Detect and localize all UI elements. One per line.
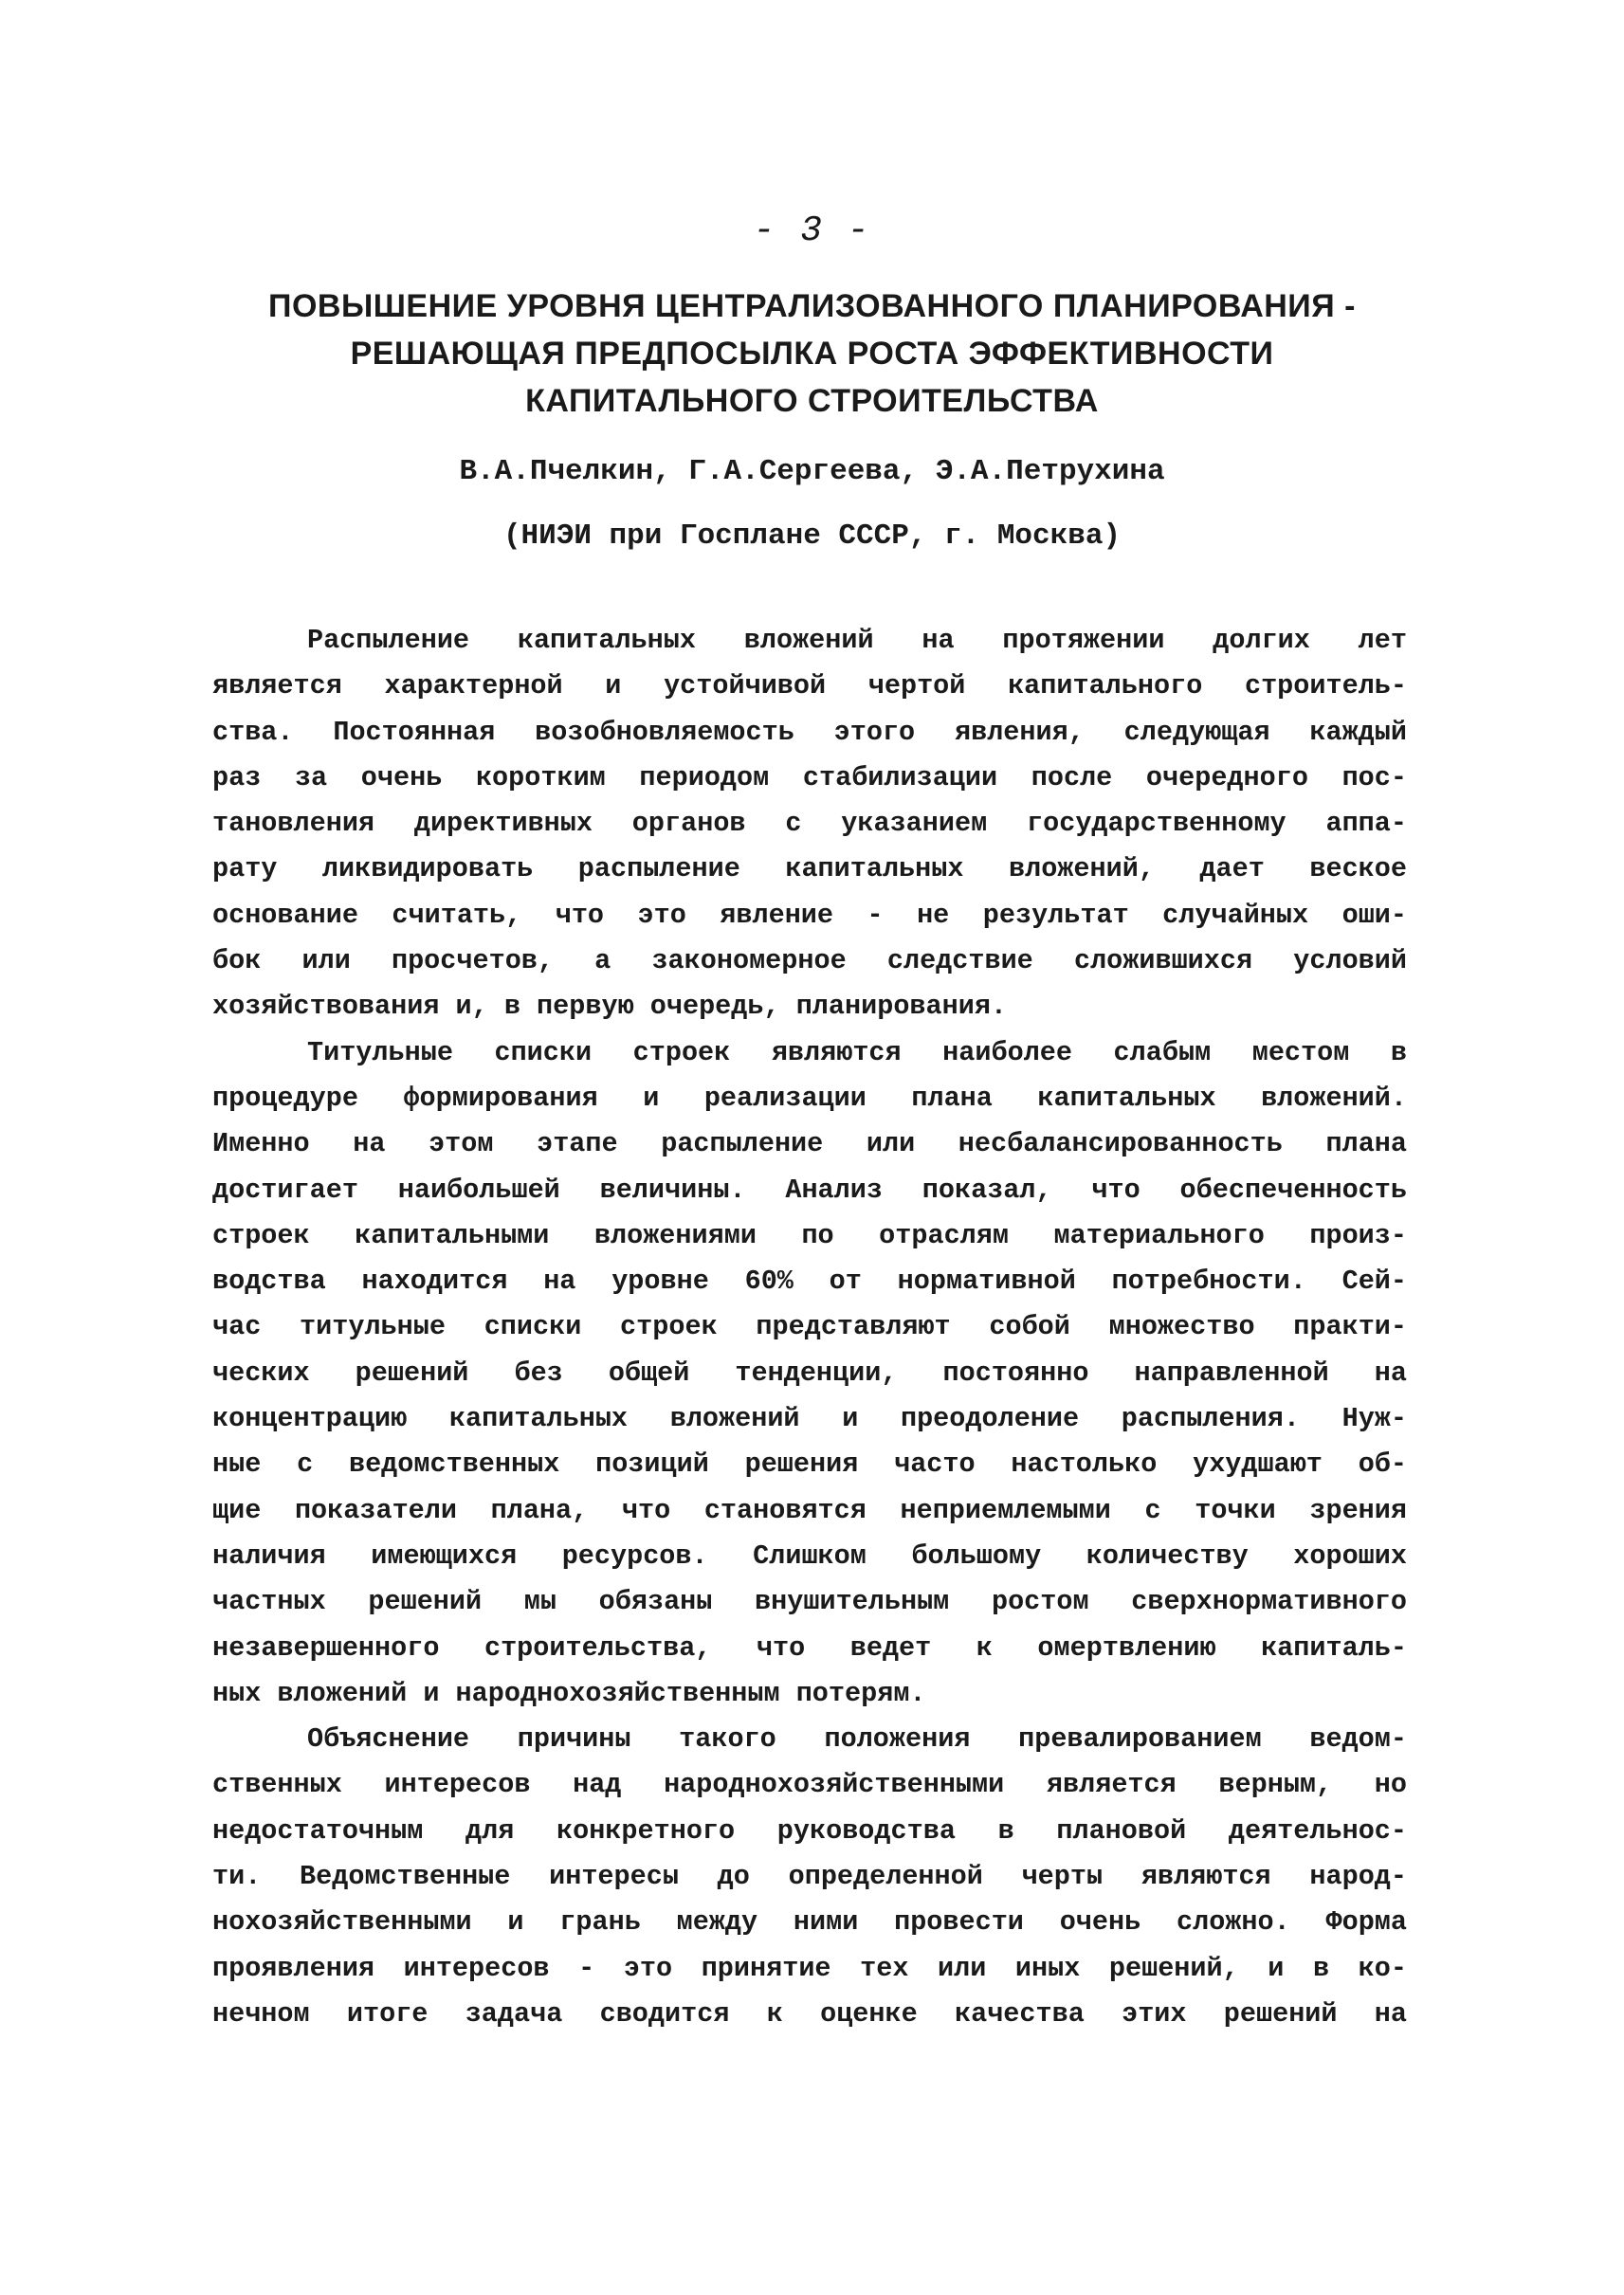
text-line: ческих решений без общей тенденции, постоянно направленной на — [212, 1357, 1407, 1389]
text-line: ные с ведомственных позиций решения часто настолько ухудшают об- — [212, 1448, 1407, 1481]
text-line: ственных интересов над народнохозяйственными является верным, но — [212, 1769, 1407, 1801]
title-line-2: РЕШАЮЩАЯ ПРЕДПОСЫЛКА РОСТА ЭФФЕКТИВНОСТИ — [350, 336, 1274, 372]
affiliation: (НИЭИ при Госплане СССР, г. Москва) — [502, 519, 1122, 553]
text-line: щие показатели плана, что становятся неприемлемыми с точки зрения — [212, 1494, 1407, 1526]
text-line: час титульные списки строек представляют собой множество практи- — [212, 1311, 1407, 1343]
text-line: строек капитальными вложениями по отраслям материального произ- — [212, 1219, 1407, 1251]
text-line: водства находится на уровне 60% от нормативной потребности. Сей- — [212, 1266, 1407, 1298]
text-line: Распыление капитальных вложений на протяжении долгих лет — [307, 625, 1407, 656]
text-line: Именно на этом этапе распыление или несбалансированность плана — [212, 1128, 1407, 1160]
text-line: основание считать, что это явление - не результат случайных оши- — [212, 899, 1407, 931]
text-line: ти. Ведомственные интересы до определенной черты являются народ- — [212, 1861, 1407, 1893]
text-line: наличия имеющихся ресурсов. Слишком большому количеству хороших — [212, 1539, 1407, 1572]
text-line: частных решений мы обязаны внушительным ростом сверхнормативного — [212, 1586, 1407, 1618]
text-line: достигает наибольшей величины. Анализ показал, что обеспеченность — [212, 1174, 1407, 1206]
text-line: Объяснение причины такого положения превалированием ведом- — [307, 1723, 1407, 1756]
text-line: незавершенного строительства, что ведет к омертвлению капиталь- — [212, 1631, 1407, 1664]
text-line: нечном итоге задача сводится к оценке качества этих решений на — [212, 1997, 1407, 2030]
article-title — [0, 282, 1624, 425]
text-line: раз за очень коротким периодом стабилизации после очередного пос- — [212, 761, 1407, 793]
text-line: проявления интересов - это принятие тех или иных решений, и в ко- — [212, 1952, 1407, 1984]
text-line: ных вложений и народнохозяйственным потерям. — [212, 1677, 926, 1709]
authors: В.А.Пчелкин, Г.А.Сергеева, Э.А.Петрухина — [459, 455, 1165, 488]
text-line: недостаточным для конкретного руководства в плановой деятельнос- — [212, 1814, 1407, 1847]
text-line: тановления директивных органов с указанием государственному аппа- — [212, 808, 1407, 840]
title-line-1: ПОВЫШЕНИЕ УРОВНЯ ЦЕНТРАЛИЗОВАННОГО ПЛАНИРОВАНИЯ - — [268, 288, 1356, 324]
body-text — [212, 618, 1407, 2037]
text-line: является характерной и устойчивой чертой капитального строитель- — [212, 670, 1407, 702]
text-line: концентрацию капитальных вложений и преодоление распыления. Нуж- — [212, 1403, 1407, 1435]
text-line: бок или просчетов, а закономерное следствие сложившихся условий — [212, 945, 1407, 977]
text-line: нохозяйственными и грань между ними провести очень сложно. Форма — [212, 1906, 1407, 1939]
text-line: Титульные списки строек являются наиболее слабым местом в — [307, 1036, 1407, 1068]
text-line: рату ликвидировать распыление капитальных вложений, дает веское — [212, 853, 1407, 885]
page-number: - 3 - — [753, 210, 871, 251]
text-line: хозяйствования и, в первую очередь, планирования. — [212, 991, 1008, 1023]
title-line-3: КАПИТАЛЬНОГО СТРОИТЕЛЬСТВА — [525, 383, 1099, 419]
text-line: процедуре формирования и реализации плана капитальных вложений. — [212, 1082, 1407, 1114]
text-line: ства. Постоянная возобновляемость этого явления, следующая каждый — [212, 716, 1407, 748]
